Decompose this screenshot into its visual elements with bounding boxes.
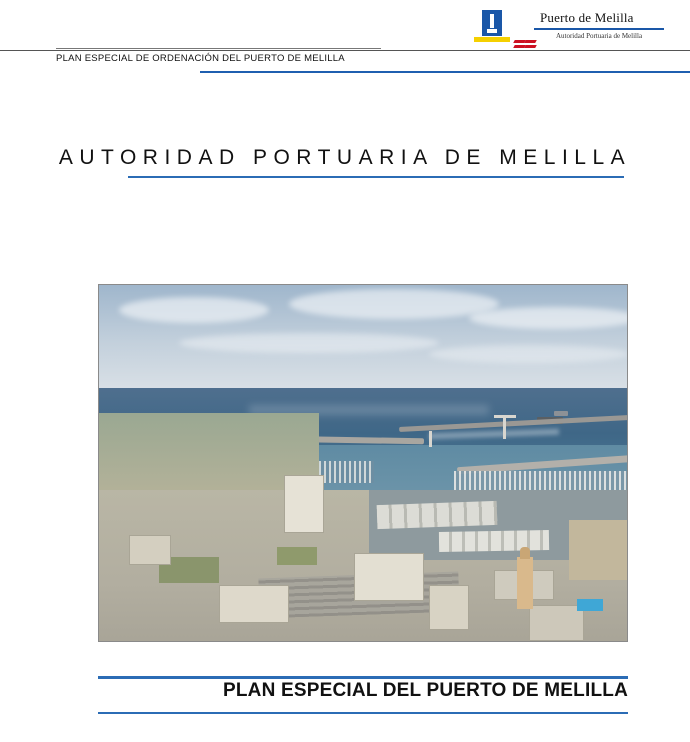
photo-cloud (289, 289, 499, 319)
aerial-photo-port-of-melilla (98, 284, 628, 642)
port-authority-logo-icon (474, 10, 510, 42)
footer-accent-rule-top (98, 676, 628, 679)
spain-flag-stripes-icon (514, 40, 538, 50)
photo-cloud (179, 333, 439, 353)
photo-crane (494, 415, 516, 418)
header-accent-rule (200, 71, 690, 73)
page-title-underline (128, 176, 624, 178)
photo-building (429, 585, 469, 630)
photo-crane (503, 415, 506, 439)
photo-tower (517, 557, 533, 609)
photo-building (354, 553, 424, 601)
photo-cloud (119, 297, 269, 323)
photo-building (284, 475, 324, 533)
photo-green-area (277, 547, 317, 565)
photo-swimming-pool (577, 599, 603, 611)
photo-cloud (469, 307, 628, 329)
photo-warehouses (377, 501, 498, 529)
photo-ship (554, 411, 568, 416)
page-title: AUTORIDAD PORTUARIA DE MELILLA (58, 146, 632, 169)
header-divider-short (56, 48, 381, 49)
port-authority-logo (474, 10, 664, 50)
photo-cloud (429, 345, 628, 363)
photo-crane (429, 431, 432, 447)
logo-title: Puerto de Melilla (540, 10, 634, 25)
logo-divider (534, 28, 664, 30)
photo-building (129, 535, 171, 565)
footer-accent-rule-bottom (98, 712, 628, 714)
footer-title: PLAN ESPECIAL DEL PUERTO DE MELILLA (223, 680, 628, 701)
photo-tower-top (520, 547, 530, 559)
document-header-subtitle: PLAN ESPECIAL DE ORDENACIÓN DEL PUERTO DE MELILLA (56, 53, 345, 64)
header-divider (0, 50, 690, 51)
photo-warehouses (439, 530, 549, 552)
photo-building (529, 605, 584, 641)
photo-building (219, 585, 289, 623)
photo-open-terrain (569, 520, 628, 580)
logo-subtitle: Autoridad Portuaria de Melilla (555, 32, 643, 40)
logo-text-block (534, 10, 664, 40)
